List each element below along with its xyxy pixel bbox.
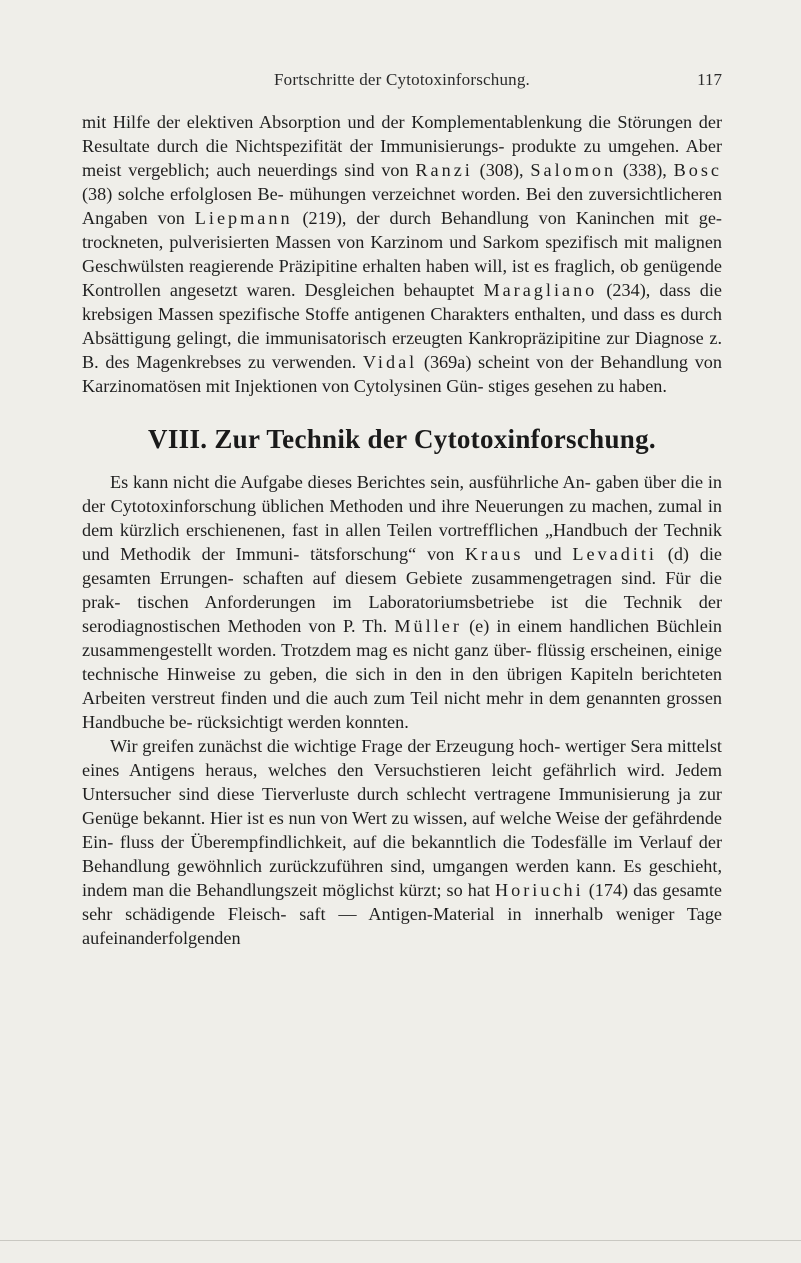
author-name-horiuchi: Horiuchi — [495, 880, 584, 900]
author-name-mueller: Müller — [394, 616, 462, 636]
text-run: (e) in einem handlichen Büchlein zusammengestellt worden. Trotzdem mag es nicht ganz über- flüssig erscheinen, einige technische Hinweise zu geben, die sich in den in den übrigen Kapiteln berichteten Arbeiten verstreut finden und die auch zum Teil nicht mehr in dem genannten grossen Handbuche be- rücksichtigt werden konnten. — [82, 616, 722, 732]
author-name-bosc: Bosc — [673, 160, 722, 180]
text-run: (369a) scheint von der Behandlung von Karzinomatösen mit Injektionen von Cytolysinen Gün- stiges gesehen zu haben. — [82, 352, 722, 396]
text-run: (38) solche erfolglosen Be- mühungen verzeichnet worden. Bei den zuversichtlicheren Angaben von — [82, 184, 722, 228]
text-run: (219), der durch Behandlung von Kaninchen mit ge- trockneten, pulverisierten Massen von Karzinom und Sarkom spezifisch mit malignen Geschwülsten reagierende Präzipitine erhalten haben will, ist es fraglich, ob genügende Kontrollen angesetzt waren. Desgleichen behauptet — [82, 208, 722, 300]
body-text — [82, 110, 722, 950]
running-head — [82, 70, 722, 98]
author-name-maragliano: Maragliano — [483, 280, 598, 300]
text-run: (234), dass die krebsigen Massen spezifische Stoffe antigenen Charakters enthalten, und dass es durch Absättigung gelingt, die immunisatorisch erzeugten Kankropräzipitine zur Diagnose z. B. des Magenkrebses zu verwenden. — [82, 280, 723, 372]
author-name-levaditi: Levaditi — [572, 544, 657, 564]
text-run: Es kann nicht die Aufgabe dieses Berichtes sein, ausführliche An- gaben über die in der Cytotoxinforschung üblichen Methoden und ihre Neuerungen zu machen, zumal in dem kürzlich erschienenen, fast in allen Teilen vortrefflichen „Handbuch der Technik und Methodik der Immuni- tätsforschung“ von — [82, 472, 722, 564]
text-run: (d) die gesamten Errungen- schaften auf diesem Gebiete zusammengetragen sind. Für die prak- tischen Anforderungen im Laboratoriumsbetriebe ist die Technik der serodiagnostischen Methoden von P. Th. — [82, 544, 722, 636]
author-name-vidal: Vidal — [362, 352, 418, 372]
author-name-liepmann: Liepmann — [194, 208, 293, 228]
text-run: mit Hilfe der elektiven Absorption und der Komplementablenkung die Störungen der Resultate durch die Nichtspezifität der Immunisierungs- produkte zu umgehen. Aber meist vergeblich; auch neuerdings sind von — [82, 112, 722, 180]
text-run: (174) das gesamte sehr schädigende Fleisch- saft — Antigen-Material in innerhalb weniger Tage aufeinanderfolgenden — [82, 880, 722, 948]
author-name-ranzi: Ranzi — [415, 160, 473, 180]
paragraph-2 — [82, 470, 722, 734]
page-number: 117 — [697, 70, 722, 89]
author-name-salomon: Salomon — [530, 160, 617, 180]
text-run: und — [523, 544, 573, 564]
section-heading: VIII. Zur Technik der Cytotoxinforschung. — [148, 424, 656, 454]
text-run: (338), — [616, 160, 674, 180]
paragraph-3 — [82, 734, 722, 950]
running-title: Fortschritte der Cytotoxinforschung. — [273, 70, 531, 89]
bottom-edge-line — [0, 1240, 801, 1241]
text-run: Wir greifen zunächst die wichtige Frage der Erzeugung hoch- wertiger Sera mittelst eines Antigens heraus, welches den Versuchstieren leicht gefährlich wird. Jedem Untersucher sind diese Tierverluste durch schlecht vertragene Immunisierung ja zur Genüge bekannt. Hier ist es nun von Wert zu wissen, auf welche Weise der gefährdende Ein- fluss der Überempfindlichkeit, auf die bekanntlich die Todesfälle im Verlauf der Behandlung gewöhnlich zurückzuführen sind, umgangen werden kann. Es geschieht, indem man die Behandlungszeit möglichst kürzt; so hat — [82, 736, 722, 900]
author-name-kraus: Kraus — [465, 544, 524, 564]
paragraph-1 — [82, 110, 722, 398]
text-run: (308), — [472, 160, 531, 180]
